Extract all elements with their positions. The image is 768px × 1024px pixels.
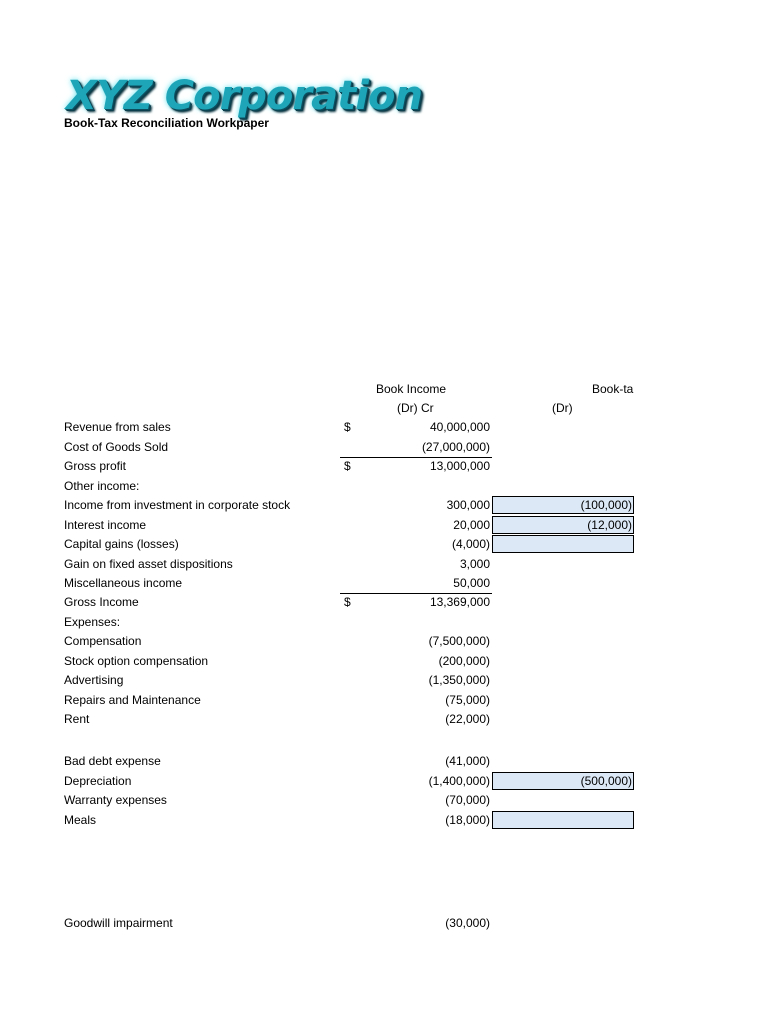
book-tax-input-cell[interactable] (492, 811, 634, 829)
row-label: Bad debt expense (64, 754, 161, 768)
book-income-cell[interactable]: (200,000) (438, 654, 490, 668)
row-label: Depreciation (64, 774, 132, 788)
row-goodwill-impairment (0, 914, 768, 933)
row-label: Gross Income (64, 595, 139, 609)
book-income-cell[interactable]: (1,350,000) (428, 673, 490, 687)
row-label: Income from investment in corporate stock (64, 498, 291, 512)
row-label: Warranty expenses (64, 793, 167, 807)
book-income-cell[interactable]: (7,500,000) (428, 634, 490, 648)
column-subheader-book-income: (Dr) Cr (397, 401, 434, 415)
currency-symbol: $ (344, 459, 351, 473)
row-depreciation (0, 772, 768, 791)
row-cost-of-goods-sold (0, 438, 768, 457)
row-label: Meals (64, 813, 97, 827)
row-miscellaneous-income (0, 574, 768, 593)
row-label: Compensation (64, 634, 142, 648)
book-income-cell[interactable]: 40,000,000 (429, 420, 490, 434)
row-other-income-heading (0, 477, 768, 496)
row-advertising (0, 671, 768, 690)
row-rent (0, 710, 768, 729)
book-income-cell[interactable]: (4,000) (451, 537, 490, 551)
row-label: Capital gains (losses) (64, 537, 179, 551)
book-tax-adjustment: (12,000) (587, 518, 632, 532)
row-repairs-and-maintenance (0, 691, 768, 710)
book-income-cell[interactable]: (18,000) (445, 813, 490, 827)
row-label: Goodwill impairment (64, 916, 173, 930)
section-heading: Other income: (64, 479, 140, 493)
row-label: Miscellaneous income (64, 576, 183, 590)
book-tax-adjustment: (100,000) (580, 498, 632, 512)
book-income-cell[interactable]: 50,000 (453, 576, 490, 590)
book-income-cell[interactable]: (1,400,000) (428, 774, 490, 788)
row-gain-on-fixed-asset (0, 555, 768, 574)
book-tax-input-cell[interactable] (492, 535, 634, 553)
row-gross-profit (0, 457, 768, 476)
book-income-cell[interactable]: (41,000) (445, 754, 490, 768)
company-logo: XYZ Corporation (66, 73, 422, 119)
currency-symbol: $ (344, 595, 351, 609)
row-gross-income (0, 593, 768, 612)
row-label: Cost of Goods Sold (64, 440, 169, 454)
book-income-cell[interactable]: 3,000 (459, 557, 490, 571)
row-expenses-heading (0, 613, 768, 632)
row-warranty-expenses (0, 791, 768, 810)
book-income-cell[interactable]: 20,000 (453, 518, 490, 532)
book-income-cell[interactable]: (75,000) (445, 693, 490, 707)
row-label: Repairs and Maintenance (64, 693, 201, 707)
section-heading: Expenses: (64, 615, 121, 629)
column-subheader-book-tax: (Dr) (552, 401, 573, 415)
row-capital-gains (0, 535, 768, 554)
row-label: Gross profit (64, 459, 127, 473)
book-income-cell[interactable]: (27,000,000) (421, 440, 490, 454)
row-revenue-from-sales (0, 418, 768, 437)
row-label: Stock option compensation (64, 654, 209, 668)
row-label: Interest income (64, 518, 147, 532)
row-bad-debt-expense (0, 752, 768, 771)
row-income-from-investment (0, 496, 768, 515)
book-income-cell[interactable]: (22,000) (445, 712, 490, 726)
book-income-cell[interactable]: (30,000) (445, 916, 490, 930)
row-label: Gain on fixed asset dispositions (64, 557, 233, 571)
currency-symbol: $ (344, 420, 351, 434)
column-header-book-income: Book Income (376, 382, 447, 396)
book-income-cell[interactable]: 13,369,000 (429, 595, 490, 609)
row-label: Advertising (64, 673, 124, 687)
row-interest-income (0, 516, 768, 535)
row-stock-option-compensation (0, 652, 768, 671)
row-compensation (0, 632, 768, 651)
row-meals (0, 811, 768, 830)
column-header-book-tax: Book-ta (592, 382, 634, 396)
book-income-cell[interactable]: (70,000) (445, 793, 490, 807)
book-tax-adjustment: (500,000) (580, 774, 632, 788)
row-label: Rent (64, 712, 90, 726)
row-label: Revenue from sales (64, 420, 171, 434)
book-income-cell[interactable]: 13,000,000 (429, 459, 490, 473)
book-income-cell[interactable]: 300,000 (446, 498, 490, 512)
worksheet-title: Book-Tax Reconciliation Workpaper (64, 116, 269, 130)
